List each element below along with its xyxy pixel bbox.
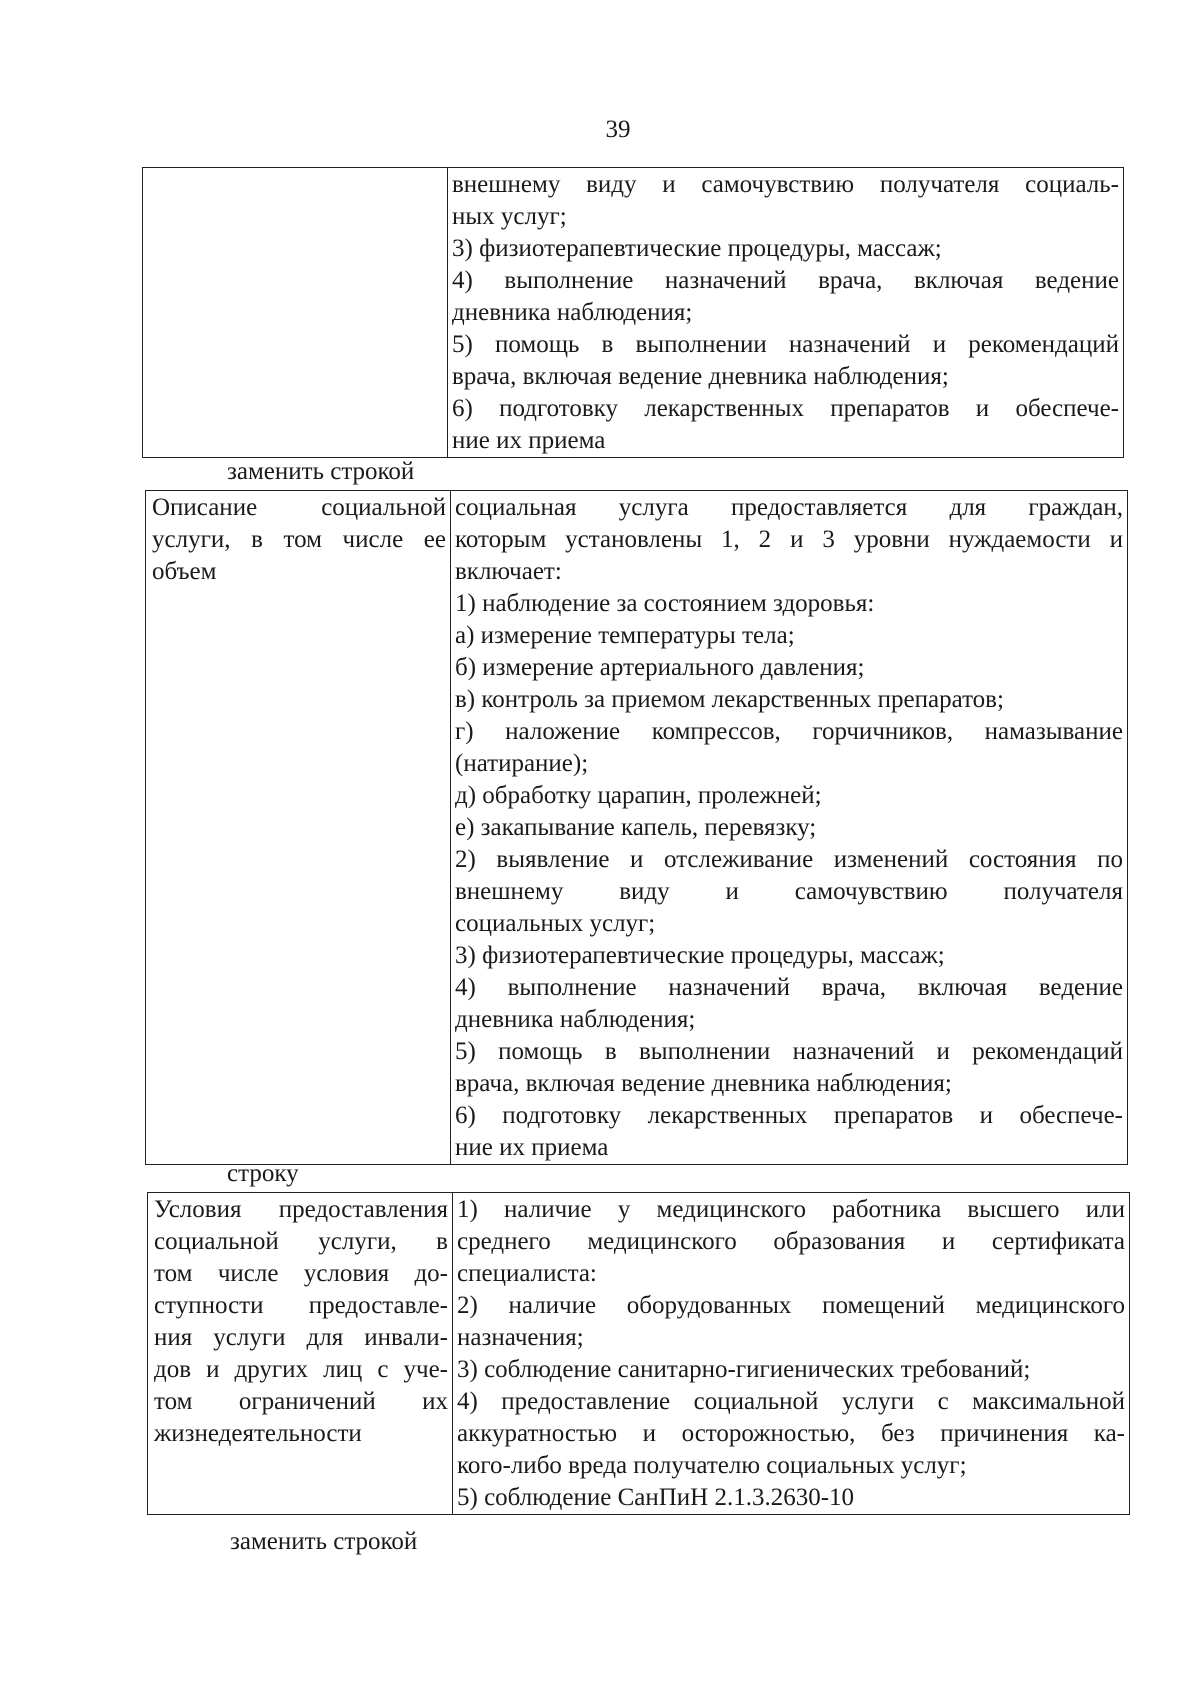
text-line: 3) физиотерапевтические процедуры, массаж; — [452, 235, 942, 262]
table-row — [143, 168, 1124, 458]
text-line: д) обработку царапин, пролежней; — [455, 782, 822, 809]
table3-left-cell — [148, 1193, 453, 1515]
text-line: ния услуги для инвали- — [154, 1324, 448, 1351]
table-previous-row-continuation — [142, 167, 1124, 458]
text-line: объем — [152, 558, 217, 585]
table-row — [148, 1193, 1130, 1515]
text-line: 2) наличие оборудованных помещений медицинского — [457, 1292, 1125, 1319]
caption-replace-with-row: заменить строкой — [227, 458, 415, 485]
table1-left-cell — [143, 168, 448, 458]
text-line: внешнему виду и самочувствию получателя социаль- — [452, 171, 1119, 198]
text-line: 3) соблюдение санитарно-гигиенических требований; — [457, 1356, 1031, 1383]
text-line: врача, включая ведение дневника наблюдения; — [452, 363, 949, 390]
table-row — [146, 491, 1128, 1165]
text-line: услуги, в том числе ее — [152, 526, 446, 553]
text-line: специалиста: — [457, 1260, 597, 1287]
text-line: 1) наличие у медицинского работника высшего или — [457, 1196, 1125, 1223]
text-line: а) измерение температуры тела; — [455, 622, 795, 649]
table3-right-cell — [453, 1193, 1130, 1515]
text-line: включает: — [455, 558, 562, 585]
text-line: дов и других лиц с уче- — [154, 1356, 448, 1383]
text-line: 4) выполнение назначений врача, включая ведение — [452, 267, 1119, 294]
text-line: том ограничений их — [154, 1388, 448, 1415]
text-line: (натирание); — [455, 750, 589, 777]
text-line: которым установлены 1, 2 и 3 уровни нуждаемости и — [455, 526, 1123, 553]
caption-row: строку — [227, 1160, 299, 1187]
text-line: г) наложение компрессов, горчичников, намазывание — [455, 718, 1123, 745]
text-line: е) закапывание капель, перевязку; — [455, 814, 817, 841]
text-line: ние их приема — [452, 427, 606, 454]
text-line: ступности предоставле- — [154, 1292, 448, 1319]
text-line: 1) наблюдение за состоянием здоровья: — [455, 590, 875, 617]
text-line: социальной услуги, в — [154, 1228, 448, 1255]
text-line: кого-либо вреда получателю социальных услуг; — [457, 1452, 967, 1479]
page-number: 39 — [605, 116, 631, 143]
text-line: ние их приема — [455, 1134, 609, 1161]
table2-right-cell — [451, 491, 1128, 1165]
table-service-conditions — [147, 1192, 1130, 1515]
caption-replace-with-row-bottom: заменить строкой — [230, 1528, 418, 1555]
text-line: жизнедеятельности — [154, 1420, 362, 1447]
text-line: 5) соблюдение СанПиН 2.1.3.2630-10 — [457, 1484, 855, 1511]
text-line: аккуратностью и осторожностью, без причинения ка- — [457, 1420, 1125, 1447]
text-line: 4) выполнение назначений врача, включая ведение — [455, 974, 1123, 1001]
text-line: 5) помощь в выполнении назначений и рекомендаций — [452, 331, 1119, 358]
text-line: дневника наблюдения; — [455, 1006, 696, 1033]
text-line: том числе условия до- — [154, 1260, 448, 1287]
text-line: 5) помощь в выполнении назначений и рекомендаций — [455, 1038, 1123, 1065]
text-line: 3) физиотерапевтические процедуры, массаж; — [455, 942, 945, 969]
table2-left-cell — [146, 491, 451, 1165]
table-service-description — [145, 490, 1128, 1165]
text-line: Описание социальной — [152, 494, 446, 521]
text-line: 6) подготовку лекарственных препаратов и обеспече- — [455, 1102, 1123, 1129]
text-line: 2) выявление и отслеживание изменений состояния по — [455, 846, 1123, 873]
text-line: внешнему виду и самочувствию получателя — [455, 878, 1123, 905]
text-line: социальная услуга предоставляется для граждан, — [455, 494, 1123, 521]
text-line: Условия предоставления — [154, 1196, 448, 1223]
text-line: врача, включая ведение дневника наблюдения; — [455, 1070, 952, 1097]
text-line: в) контроль за приемом лекарственных препаратов; — [455, 686, 1004, 713]
text-line: социальных услуг; — [455, 910, 656, 937]
text-line: среднего медицинского образования и сертификата — [457, 1228, 1125, 1255]
text-line: ных услуг; — [452, 203, 567, 230]
text-line: б) измерение артериального давления; — [455, 654, 865, 681]
text-line: назначения; — [457, 1324, 584, 1351]
table1-right-cell — [448, 168, 1124, 458]
text-line: дневника наблюдения; — [452, 299, 693, 326]
text-line: 4) предоставление социальной услуги с максимальной — [457, 1388, 1125, 1415]
text-line: 6) подготовку лекарственных препаратов и обеспече- — [452, 395, 1119, 422]
